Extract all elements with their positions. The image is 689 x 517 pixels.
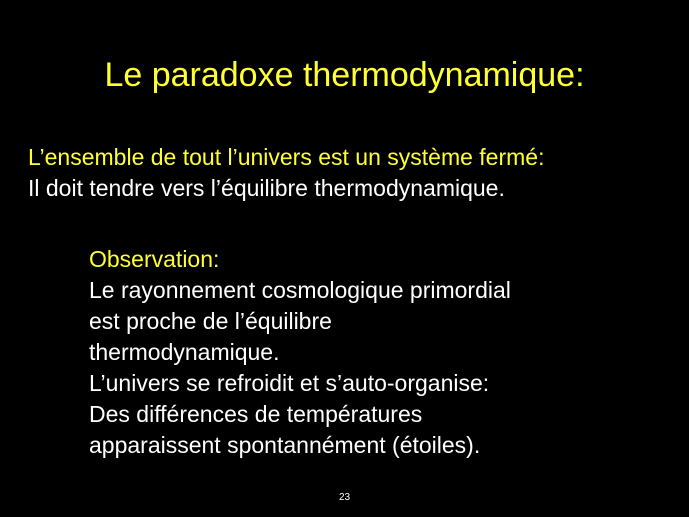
intro-line-equilibrium: Il doit tendre vers l’équilibre thermodynamique.	[28, 175, 505, 201]
observation-line: Des différences de températures	[89, 401, 423, 427]
observation-line: thermodynamique.	[89, 339, 280, 365]
page-number: 23	[338, 492, 351, 503]
intro-line-closed-system: L’ensemble de tout l’univers est un système fermé:	[28, 144, 545, 170]
slide-title: Le paradoxe thermodynamique:	[104, 56, 585, 94]
observation-line: apparaissent spontannément (étoiles).	[89, 432, 481, 458]
observation-line: L’univers se refroidit et s’auto-organise:	[89, 370, 490, 396]
observation-line: Le rayonnement cosmologique primordial	[89, 277, 511, 303]
intro-block	[28, 142, 544, 204]
observation-block	[89, 244, 511, 461]
observation-line: est proche de l’équilibre	[89, 308, 332, 334]
observation-heading: Observation:	[89, 246, 220, 272]
